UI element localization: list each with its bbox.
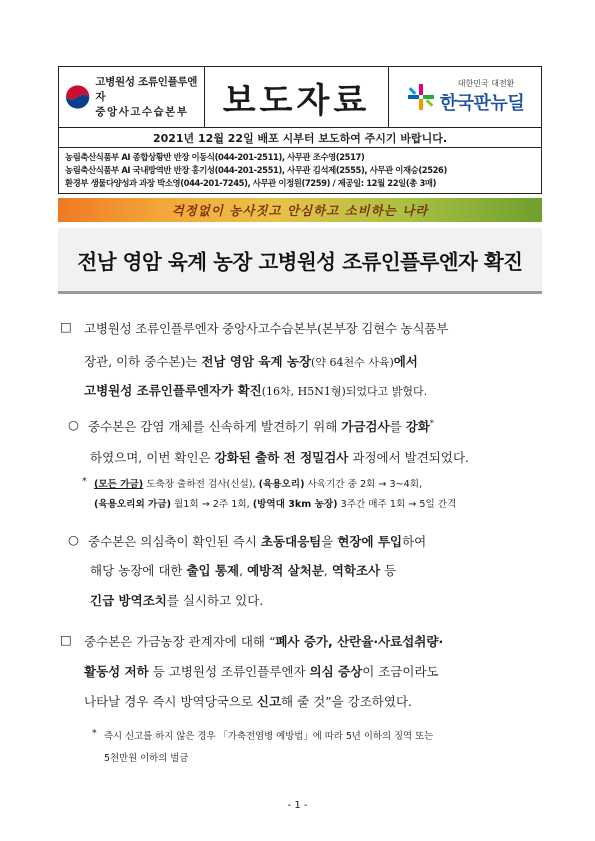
press-title: 보도자료 — [222, 80, 371, 121]
brand-title: 한국판뉴딜 — [439, 93, 525, 114]
government-emblem-icon — [65, 84, 90, 110]
note2-line1: 즉시 신고를 하지 않은 경우 「가축전염병 예방법」에 따라 5년 이하의 징역 또는 — [104, 731, 434, 742]
slogan-banner: 걱정없이 농사짓고 안심하고 소비하는 나라 — [58, 198, 542, 222]
brand-subtitle: 대한민국 대전환 — [457, 79, 515, 88]
section1-line3: 고병원성 조류인플루엔자가 확진(16차, H5N1형)되었다고 밝혔다. — [84, 383, 428, 398]
new-deal-logo-icon — [406, 82, 436, 112]
sub2-line2: 해당 농장에 대한 출입 통제, 예방적 살처분, 역학조사 등 — [90, 563, 397, 578]
org-name-line2: 중앙사고수습본부 — [95, 105, 189, 118]
section2-line1: 중수본은 가금농장 관계자에 대해 “폐사 증가, 산란율·사료섭취량· — [84, 634, 444, 649]
note2-line2: 5천만원 이하의 벌금 — [104, 753, 189, 764]
circle-bullet: ○ — [68, 417, 79, 432]
sub1-line1: 중수본은 감염 개체를 신속하게 발견하기 위해 가금검사를 강화* — [88, 418, 434, 434]
contact-line: 농림축산식품부 AI 국내방역반 반장 홍기성(044-201-2551), 사무관 김석제(2555), 사무관 이재승(2526) — [65, 165, 447, 175]
contact-block — [58, 148, 542, 194]
org-name-line1: 고병원성 조류인플루엔자 — [95, 75, 198, 103]
page-number: - 1 - — [287, 800, 308, 811]
square-bullet: □ — [60, 319, 72, 334]
sub2-line1: 중수본은 의심축이 확인된 즉시 초동대응팀을 현장에 투입하여 — [88, 534, 427, 549]
brand-block — [389, 67, 541, 127]
note1-line1: (모든 가금) 도축장 출하전 검사(신설), (육용오리) 사육기간 중 2회 → 3~4회, — [94, 479, 423, 490]
release-notice: 2021년 12월 22일 배포 시부터 보도하여 주시기 바랍니다. — [58, 128, 542, 148]
section1-line1: 고병원성 조류인플루엔자 중앙사고수습본부(본부장 김현수 농식품부 — [84, 321, 449, 336]
sub2-line3: 긴급 방역조치를 실시하고 있다. — [90, 593, 264, 608]
contact-line: 농림축산식품부 AI 종합상황반 반장 이동식(044-201-2511), 사무관 조수영(2517) — [65, 152, 365, 162]
circle-bullet: ○ — [68, 532, 79, 547]
sub1-line2: 하였으며, 이번 확인은 강화된 출하 전 정밀검사 과정에서 발견되었다. — [90, 450, 469, 465]
section2-line3: 나타날 경우 즉시 방역당국으로 신고해 줄 것”을 강조하였다. — [84, 694, 412, 709]
org-block — [59, 67, 205, 127]
contact-line: 환경부 생물다양성과 과장 박소영(044-201-7245), 사무관 이정원(7259) / 제공일: 12월 22일(총 3매) — [65, 178, 437, 188]
section1-line2: 장관, 이하 중수본)는 전남 영암 육계 농장(약 64천수 사육)에서 — [84, 354, 418, 369]
note1-line2: (육용오리외 가금) 월1회 → 2주 1회, (방역대 3km 농장) 3주간 매주 1회 → 5일 간격 — [94, 499, 457, 510]
press-title-cell — [205, 67, 389, 127]
section2-line2: 활동성 저하 등 고병원성 조류인플루엔자 의심 증상이 조금이라도 — [84, 664, 439, 679]
headline: 전남 영암 육계 농장 고병원성 조류인플루엔자 확진 — [58, 228, 542, 294]
footnote-mark: * — [82, 476, 87, 487]
footnote-mark: * — [92, 728, 97, 739]
press-header — [58, 66, 542, 128]
square-bullet: □ — [60, 632, 72, 647]
